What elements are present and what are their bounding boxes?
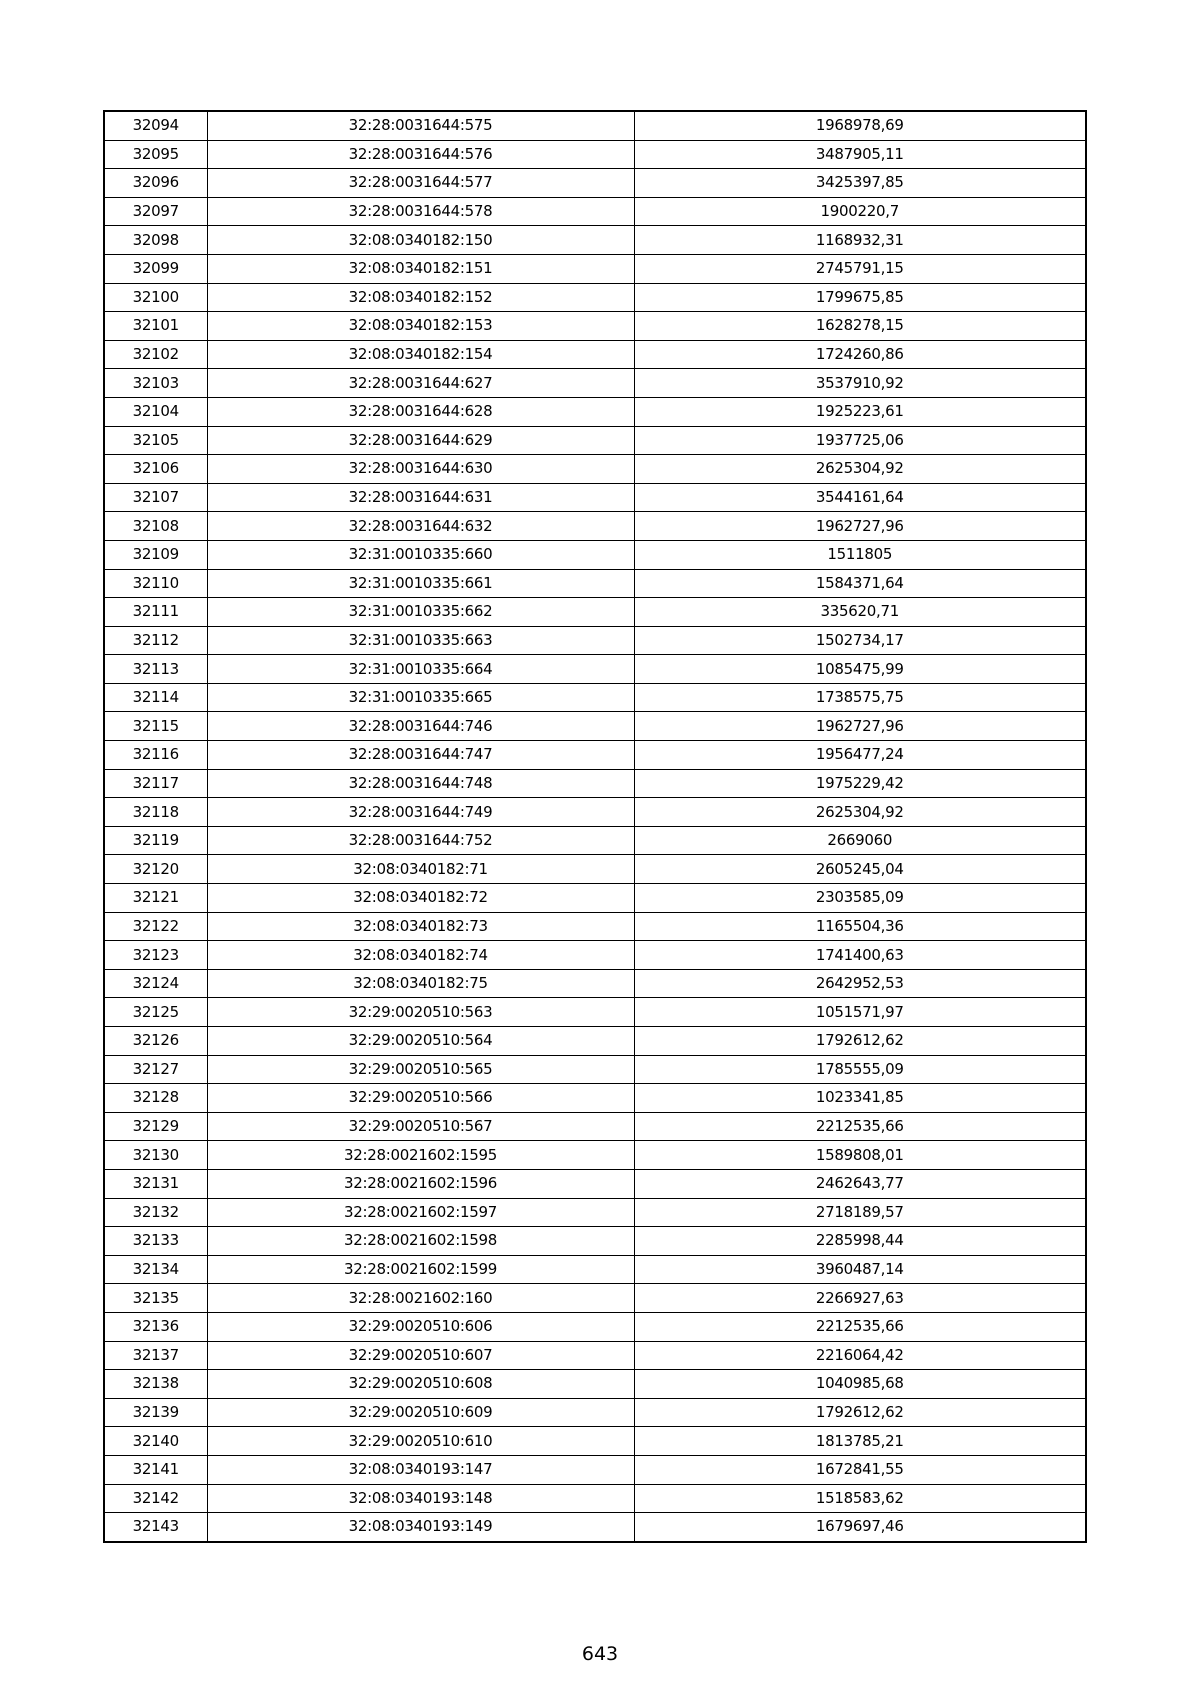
value-cell: 1813785,21 (634, 1427, 1086, 1456)
row-number-cell: 32129 (104, 1112, 207, 1141)
cadastral-number-cell: 32:08:0340193:149 (207, 1513, 634, 1542)
value-cell: 2625304,92 (634, 455, 1086, 484)
value-cell: 2303585,09 (634, 884, 1086, 913)
value-cell: 3487905,11 (634, 140, 1086, 169)
cadastral-number-cell: 32:29:0020510:563 (207, 998, 634, 1027)
row-number-cell: 32139 (104, 1398, 207, 1427)
cadastral-number-cell: 32:28:0031644:630 (207, 455, 634, 484)
row-number-cell: 32130 (104, 1141, 207, 1170)
table-row (104, 1227, 1086, 1256)
value-cell: 2605245,04 (634, 855, 1086, 884)
row-number-cell: 32132 (104, 1198, 207, 1227)
cadastral-number-cell: 32:28:0031644:576 (207, 140, 634, 169)
row-number-cell: 32101 (104, 312, 207, 341)
value-cell: 2212535,66 (634, 1112, 1086, 1141)
cadastral-number-cell: 32:29:0020510:607 (207, 1341, 634, 1370)
cadastral-number-cell: 32:28:0031644:627 (207, 369, 634, 398)
value-cell: 1085475,99 (634, 655, 1086, 684)
table-row (104, 912, 1086, 941)
cadastral-number-cell: 32:08:0340193:148 (207, 1484, 634, 1513)
table-row (104, 655, 1086, 684)
value-cell: 1937725,06 (634, 426, 1086, 455)
table-row (104, 941, 1086, 970)
row-number-cell: 32111 (104, 598, 207, 627)
value-cell: 3960487,14 (634, 1255, 1086, 1284)
row-number-cell: 32138 (104, 1370, 207, 1399)
value-cell: 2718189,57 (634, 1198, 1086, 1227)
row-number-cell: 32106 (104, 455, 207, 484)
row-number-cell: 32126 (104, 1027, 207, 1056)
cadastral-number-cell: 32:28:0031644:577 (207, 169, 634, 198)
cadastral-number-cell: 32:08:0340182:71 (207, 855, 634, 884)
value-cell: 2266927,63 (634, 1284, 1086, 1313)
value-cell: 1023341,85 (634, 1084, 1086, 1113)
row-number-cell: 32115 (104, 712, 207, 741)
cadastral-number-cell: 32:29:0020510:566 (207, 1084, 634, 1113)
table-row (104, 1198, 1086, 1227)
table-row (104, 483, 1086, 512)
value-cell: 2216064,42 (634, 1341, 1086, 1370)
cadastral-number-cell: 32:29:0020510:567 (207, 1112, 634, 1141)
table-row (104, 426, 1086, 455)
row-number-cell: 32123 (104, 941, 207, 970)
cadastral-number-cell: 32:08:0340182:151 (207, 254, 634, 283)
cadastral-number-cell: 32:28:0021602:1597 (207, 1198, 634, 1227)
row-number-cell: 32136 (104, 1312, 207, 1341)
table-row (104, 826, 1086, 855)
value-cell: 2285998,44 (634, 1227, 1086, 1256)
cadastral-number-cell: 32:28:0021602:1596 (207, 1169, 634, 1198)
cadastral-number-cell: 32:28:0021602:1598 (207, 1227, 634, 1256)
value-cell: 3537910,92 (634, 369, 1086, 398)
table-row (104, 1513, 1086, 1542)
row-number-cell: 32103 (104, 369, 207, 398)
table-row (104, 683, 1086, 712)
row-number-cell: 32096 (104, 169, 207, 198)
cadastral-number-cell: 32:28:0031644:578 (207, 197, 634, 226)
table-row (104, 1341, 1086, 1370)
table-row (104, 1398, 1086, 1427)
table-row (104, 884, 1086, 913)
row-number-cell: 32137 (104, 1341, 207, 1370)
table-row (104, 226, 1086, 255)
row-number-cell: 32108 (104, 512, 207, 541)
table-row (104, 1455, 1086, 1484)
value-cell: 1628278,15 (634, 312, 1086, 341)
row-number-cell: 32116 (104, 741, 207, 770)
row-number-cell: 32110 (104, 569, 207, 598)
value-cell: 2212535,66 (634, 1312, 1086, 1341)
table-row (104, 540, 1086, 569)
value-cell: 1900220,7 (634, 197, 1086, 226)
row-number-cell: 32109 (104, 540, 207, 569)
row-number-cell: 32134 (104, 1255, 207, 1284)
table-row (104, 741, 1086, 770)
row-number-cell: 32100 (104, 283, 207, 312)
value-cell: 2745791,15 (634, 254, 1086, 283)
value-cell: 1679697,46 (634, 1513, 1086, 1542)
cadastral-number-cell: 32:29:0020510:606 (207, 1312, 634, 1341)
row-number-cell: 32125 (104, 998, 207, 1027)
row-number-cell: 32135 (104, 1284, 207, 1313)
value-cell: 1589808,01 (634, 1141, 1086, 1170)
cadastral-value-table (103, 110, 1087, 1543)
cadastral-number-cell: 32:28:0021602:160 (207, 1284, 634, 1313)
table-row (104, 1312, 1086, 1341)
cadastral-number-cell: 32:29:0020510:564 (207, 1027, 634, 1056)
row-number-cell: 32099 (104, 254, 207, 283)
table-row (104, 340, 1086, 369)
row-number-cell: 32104 (104, 397, 207, 426)
value-cell: 1925223,61 (634, 397, 1086, 426)
cadastral-number-cell: 32:28:0031644:631 (207, 483, 634, 512)
table-row (104, 111, 1086, 140)
table-row (104, 1141, 1086, 1170)
cadastral-number-cell: 32:08:0340182:154 (207, 340, 634, 369)
table-row (104, 1427, 1086, 1456)
cadastral-number-cell: 32:28:0031644:746 (207, 712, 634, 741)
row-number-cell: 32114 (104, 683, 207, 712)
row-number-cell: 32122 (104, 912, 207, 941)
table-row (104, 1284, 1086, 1313)
row-number-cell: 32120 (104, 855, 207, 884)
row-number-cell: 32143 (104, 1513, 207, 1542)
cadastral-number-cell: 32:28:0031644:632 (207, 512, 634, 541)
table-row (104, 512, 1086, 541)
value-cell: 1975229,42 (634, 769, 1086, 798)
value-cell: 2642952,53 (634, 969, 1086, 998)
cadastral-number-cell: 32:28:0021602:1595 (207, 1141, 634, 1170)
table-row (104, 1255, 1086, 1284)
cadastral-number-cell: 32:08:0340182:73 (207, 912, 634, 941)
cadastral-number-cell: 32:28:0021602:1599 (207, 1255, 634, 1284)
cadastral-number-cell: 32:08:0340182:150 (207, 226, 634, 255)
value-cell: 1785555,09 (634, 1055, 1086, 1084)
value-cell: 1511805 (634, 540, 1086, 569)
table-row (104, 769, 1086, 798)
value-cell: 3425397,85 (634, 169, 1086, 198)
row-number-cell: 32105 (104, 426, 207, 455)
cadastral-number-cell: 32:31:0010335:660 (207, 540, 634, 569)
table-row (104, 312, 1086, 341)
table-row (104, 1484, 1086, 1513)
row-number-cell: 32128 (104, 1084, 207, 1113)
cadastral-number-cell: 32:08:0340182:153 (207, 312, 634, 341)
cadastral-number-cell: 32:28:0031644:628 (207, 397, 634, 426)
value-cell: 335620,71 (634, 598, 1086, 627)
value-cell: 1040985,68 (634, 1370, 1086, 1399)
cadastral-number-cell: 32:29:0020510:565 (207, 1055, 634, 1084)
row-number-cell: 32124 (104, 969, 207, 998)
cadastral-number-cell: 32:28:0031644:575 (207, 111, 634, 140)
value-cell: 1741400,63 (634, 941, 1086, 970)
table-row (104, 254, 1086, 283)
row-number-cell: 32118 (104, 798, 207, 827)
table-row (104, 197, 1086, 226)
value-cell: 1672841,55 (634, 1455, 1086, 1484)
value-cell: 1968978,69 (634, 111, 1086, 140)
table-row (104, 1055, 1086, 1084)
cadastral-number-cell: 32:29:0020510:608 (207, 1370, 634, 1399)
row-number-cell: 32097 (104, 197, 207, 226)
table-row (104, 855, 1086, 884)
cadastral-number-cell: 32:08:0340193:147 (207, 1455, 634, 1484)
row-number-cell: 32095 (104, 140, 207, 169)
row-number-cell: 32141 (104, 1455, 207, 1484)
row-number-cell: 32107 (104, 483, 207, 512)
value-cell: 1168932,31 (634, 226, 1086, 255)
table-row (104, 798, 1086, 827)
table-row (104, 1169, 1086, 1198)
value-cell: 3544161,64 (634, 483, 1086, 512)
cadastral-number-cell: 32:29:0020510:609 (207, 1398, 634, 1427)
row-number-cell: 32142 (104, 1484, 207, 1513)
cadastral-number-cell: 32:31:0010335:661 (207, 569, 634, 598)
table-row (104, 1084, 1086, 1113)
table-row (104, 169, 1086, 198)
cadastral-number-cell: 32:28:0031644:749 (207, 798, 634, 827)
table-row (104, 1112, 1086, 1141)
value-cell: 2462643,77 (634, 1169, 1086, 1198)
table-row (104, 455, 1086, 484)
row-number-cell: 32102 (104, 340, 207, 369)
row-number-cell: 32098 (104, 226, 207, 255)
cadastral-number-cell: 32:31:0010335:665 (207, 683, 634, 712)
row-number-cell: 32094 (104, 111, 207, 140)
value-cell: 2669060 (634, 826, 1086, 855)
row-number-cell: 32140 (104, 1427, 207, 1456)
cadastral-number-cell: 32:08:0340182:72 (207, 884, 634, 913)
value-cell: 1738575,75 (634, 683, 1086, 712)
value-cell: 1518583,62 (634, 1484, 1086, 1513)
row-number-cell: 32127 (104, 1055, 207, 1084)
row-number-cell: 32117 (104, 769, 207, 798)
table-body (104, 111, 1086, 1542)
table-row (104, 712, 1086, 741)
table-row (104, 1027, 1086, 1056)
row-number-cell: 32113 (104, 655, 207, 684)
value-cell: 1962727,96 (634, 712, 1086, 741)
value-cell: 2625304,92 (634, 798, 1086, 827)
table-row (104, 140, 1086, 169)
table-row (104, 283, 1086, 312)
cadastral-number-cell: 32:31:0010335:662 (207, 598, 634, 627)
value-cell: 1051571,97 (634, 998, 1086, 1027)
cadastral-number-cell: 32:08:0340182:74 (207, 941, 634, 970)
table-row (104, 369, 1086, 398)
cadastral-number-cell: 32:08:0340182:152 (207, 283, 634, 312)
value-cell: 1165504,36 (634, 912, 1086, 941)
value-cell: 1792612,62 (634, 1398, 1086, 1427)
table-row (104, 626, 1086, 655)
value-cell: 1724260,86 (634, 340, 1086, 369)
value-cell: 1502734,17 (634, 626, 1086, 655)
cadastral-number-cell: 32:31:0010335:663 (207, 626, 634, 655)
cadastral-number-cell: 32:28:0031644:752 (207, 826, 634, 855)
table-row (104, 598, 1086, 627)
cadastral-number-cell: 32:31:0010335:664 (207, 655, 634, 684)
value-cell: 1962727,96 (634, 512, 1086, 541)
table-row (104, 397, 1086, 426)
row-number-cell: 32121 (104, 884, 207, 913)
row-number-cell: 32131 (104, 1169, 207, 1198)
row-number-cell: 32112 (104, 626, 207, 655)
value-cell: 1584371,64 (634, 569, 1086, 598)
cadastral-number-cell: 32:28:0031644:748 (207, 769, 634, 798)
table-row (104, 969, 1086, 998)
value-cell: 1956477,24 (634, 741, 1086, 770)
cadastral-number-cell: 32:28:0031644:747 (207, 741, 634, 770)
row-number-cell: 32133 (104, 1227, 207, 1256)
page-number: 643 (581, 1643, 619, 1665)
cadastral-number-cell: 32:29:0020510:610 (207, 1427, 634, 1456)
value-cell: 1792612,62 (634, 1027, 1086, 1056)
cadastral-number-cell: 32:08:0340182:75 (207, 969, 634, 998)
value-cell: 1799675,85 (634, 283, 1086, 312)
table-row (104, 1370, 1086, 1399)
cadastral-number-cell: 32:28:0031644:629 (207, 426, 634, 455)
table-row (104, 998, 1086, 1027)
row-number-cell: 32119 (104, 826, 207, 855)
table-row (104, 569, 1086, 598)
